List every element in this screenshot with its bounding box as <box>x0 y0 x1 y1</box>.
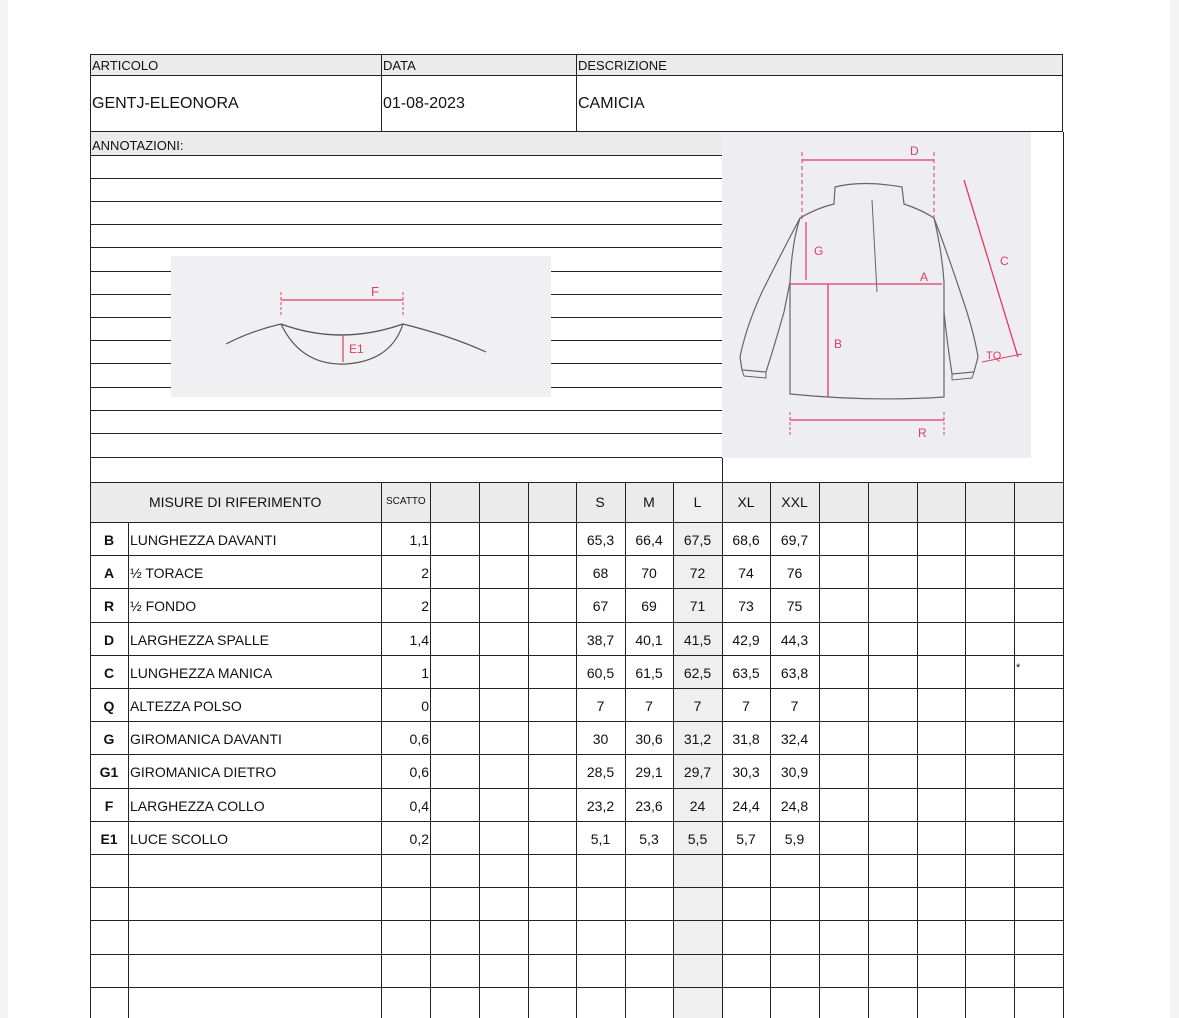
spec-sheet-page <box>8 0 1170 1018</box>
size-header-m: M <box>643 494 655 510</box>
table-row-line <box>90 721 1063 722</box>
shirt-label-d: D <box>910 144 919 158</box>
table-top-line <box>90 482 1063 483</box>
row-code: R <box>103 598 115 615</box>
table-column-line <box>819 482 820 1018</box>
row-size-value: 29,1 <box>635 764 663 781</box>
row-size-value: 31,8 <box>732 731 760 748</box>
row-size-value: 68,6 <box>732 532 760 548</box>
row-size-value: 75 <box>786 598 803 615</box>
row-name: LUNGHEZZA DAVANTI <box>130 532 277 548</box>
annotation-line <box>90 224 722 225</box>
data-label: DATA <box>383 58 416 73</box>
row-name: ½ TORACE <box>130 565 204 582</box>
size-header-xxl: XXL <box>781 494 808 510</box>
row-size-value: 30,6 <box>635 731 663 748</box>
annotation-line <box>90 178 722 179</box>
row-size-value: 66,4 <box>635 532 663 548</box>
row-name: ALTEZZA POLSO <box>130 698 242 714</box>
row-size-value: 30 <box>592 731 609 748</box>
row-size-value: 71 <box>689 598 706 615</box>
asterisk-mark: * <box>1016 662 1021 674</box>
collar-label-f: F <box>371 284 379 299</box>
row-size-value: 65,3 <box>586 532 615 548</box>
shirt-label-c: C <box>1000 254 1009 268</box>
annotazioni-label: ANNOTAZIONI: <box>92 138 184 153</box>
row-size-value: 7 <box>645 698 653 714</box>
row-size-value: 5,1 <box>590 830 611 847</box>
annotation-line <box>90 410 722 411</box>
row-size-value: 70 <box>641 565 657 582</box>
row-code: E1 <box>100 830 118 847</box>
row-name: LUNGHEZZA MANICA <box>130 664 273 681</box>
table-column-line <box>576 482 577 1018</box>
table-row-line <box>90 987 1063 988</box>
row-code: Q <box>103 698 115 714</box>
row-size-value: 62,5 <box>683 664 712 681</box>
table-column-line <box>965 482 966 1018</box>
row-scatto: 1 <box>421 664 429 681</box>
shirt-label-r: R <box>918 426 927 440</box>
row-size-value: 24,4 <box>732 797 760 814</box>
row-size-value: 69 <box>641 598 657 615</box>
shirt-label-g: G <box>814 244 824 258</box>
row-size-value: 7 <box>596 698 605 714</box>
row-size-value: 5,7 <box>736 830 756 847</box>
row-size-value: 28,5 <box>586 764 615 781</box>
table-row-line <box>90 555 1063 556</box>
row-size-value: 5,5 <box>687 830 708 847</box>
row-size-value: 60,5 <box>586 664 615 681</box>
row-name: LARGHEZZA SPALLE <box>130 631 270 648</box>
table-column-line <box>90 482 91 1018</box>
row-size-value: 76 <box>786 565 803 582</box>
row-size-value: 7 <box>790 698 799 714</box>
row-size-value: 24,8 <box>780 797 809 814</box>
scatto-header: SCATTO <box>386 496 426 507</box>
table-row-line <box>90 754 1063 755</box>
table-column-line <box>625 482 626 1018</box>
table-column-line <box>868 482 869 1018</box>
row-size-value: 41,5 <box>683 631 712 648</box>
table-column-line <box>673 482 674 1018</box>
descrizione-label: DESCRIZIONE <box>578 58 667 73</box>
row-name: LARGHEZZA COLLO <box>130 797 265 814</box>
table-row-line <box>90 655 1063 656</box>
shirt-sketch <box>722 132 1031 458</box>
table-row-line <box>90 588 1063 589</box>
row-size-value: 5,9 <box>784 830 805 847</box>
row-size-value: 31,2 <box>683 731 712 748</box>
table-row-line <box>90 688 1063 689</box>
table-row-line <box>90 854 1063 855</box>
row-size-value: 7 <box>742 698 750 714</box>
annotation-line <box>90 201 722 202</box>
row-scatto: 1,4 <box>409 631 429 648</box>
row-scatto: 2 <box>421 565 429 582</box>
table-row-line <box>90 522 1063 523</box>
row-code: A <box>103 565 115 582</box>
row-code: B <box>103 532 115 548</box>
row-size-value: 63,5 <box>732 664 760 681</box>
data-value: 01-08-2023 <box>383 95 465 112</box>
articolo-value: GENTJ-ELEONORA <box>92 95 239 112</box>
table-column-line <box>1063 482 1064 1018</box>
shirt-label-tq: TQ <box>986 350 1002 362</box>
row-scatto: 0,6 <box>409 764 429 781</box>
table-column-line <box>1014 482 1015 1018</box>
size-header-xl: XL <box>737 494 755 510</box>
row-code: G <box>103 731 115 748</box>
row-size-value: 67,5 <box>683 532 712 548</box>
row-size-value: 5,3 <box>639 830 659 847</box>
table-column-line <box>479 482 480 1018</box>
row-size-value: 30,9 <box>780 764 809 781</box>
articolo-label: ARTICOLO <box>92 58 159 73</box>
size-l-highlight <box>673 482 722 1018</box>
table-column-line <box>430 482 431 1018</box>
size-header-s: S <box>595 494 605 510</box>
row-size-value: 7 <box>693 698 702 714</box>
row-size-value: 29,7 <box>683 764 712 781</box>
row-scatto: 0,2 <box>409 830 429 847</box>
table-row-line <box>90 887 1063 888</box>
annotation-line <box>90 457 722 458</box>
row-size-value: 30,3 <box>732 764 760 781</box>
row-size-value: 68 <box>592 565 609 582</box>
collar-label-e1: E1 <box>349 342 364 356</box>
row-size-value: 23,6 <box>635 797 663 814</box>
row-code: D <box>103 631 115 648</box>
table-title: MISURE DI RIFERIMENTO <box>149 494 322 510</box>
row-size-value: 38,7 <box>586 631 615 648</box>
table-row-line <box>90 821 1063 822</box>
size-header-l: L <box>693 494 702 510</box>
table-row-line <box>90 954 1063 955</box>
row-code: F <box>104 797 114 814</box>
row-code: C <box>103 664 115 681</box>
annotation-line <box>90 155 722 156</box>
shirt-label-a: A <box>920 270 929 284</box>
table-column-line <box>917 482 918 1018</box>
row-size-value: 40,1 <box>635 631 663 648</box>
descrizione-value: CAMICIA <box>578 95 645 112</box>
table-row-line <box>90 788 1063 789</box>
row-size-value: 69,7 <box>780 532 809 548</box>
row-size-value: 24 <box>689 797 706 814</box>
row-scatto: 1,1 <box>409 532 429 548</box>
row-size-value: 32,4 <box>780 731 809 748</box>
shirt-label-b: B <box>834 337 843 351</box>
table-row-line <box>90 622 1063 623</box>
row-scatto: 0,4 <box>409 797 429 814</box>
row-name: ½ FONDO <box>130 598 197 615</box>
row-scatto: 0,6 <box>409 731 429 748</box>
row-size-value: 44,3 <box>780 631 809 648</box>
row-name: GIROMANICA DIETRO <box>130 764 277 781</box>
row-size-value: 74 <box>738 565 754 582</box>
row-scatto: 2 <box>421 598 429 615</box>
row-code: G1 <box>99 764 119 781</box>
table-column-line <box>770 482 771 1018</box>
table-column-line <box>128 522 129 1018</box>
row-size-value: 61,5 <box>635 664 663 681</box>
row-size-value: 63,8 <box>780 664 809 681</box>
table-row-line <box>90 920 1063 921</box>
row-name: GIROMANICA DAVANTI <box>130 731 282 748</box>
row-size-value: 67 <box>592 598 609 615</box>
annotation-line <box>90 247 722 248</box>
table-column-line <box>722 482 723 1018</box>
annotation-line <box>90 433 722 434</box>
table-column-line <box>528 482 529 1018</box>
row-size-value: 72 <box>689 565 706 582</box>
row-name: LUCE SCOLLO <box>130 830 229 847</box>
row-scatto: 0 <box>421 698 429 714</box>
row-size-value: 42,9 <box>732 631 760 648</box>
row-size-value: 23,2 <box>586 797 615 814</box>
annotazioni-label-bar <box>90 132 722 155</box>
table-column-line <box>381 482 382 1018</box>
row-size-value: 73 <box>738 598 754 615</box>
collar-sketch <box>171 256 551 397</box>
